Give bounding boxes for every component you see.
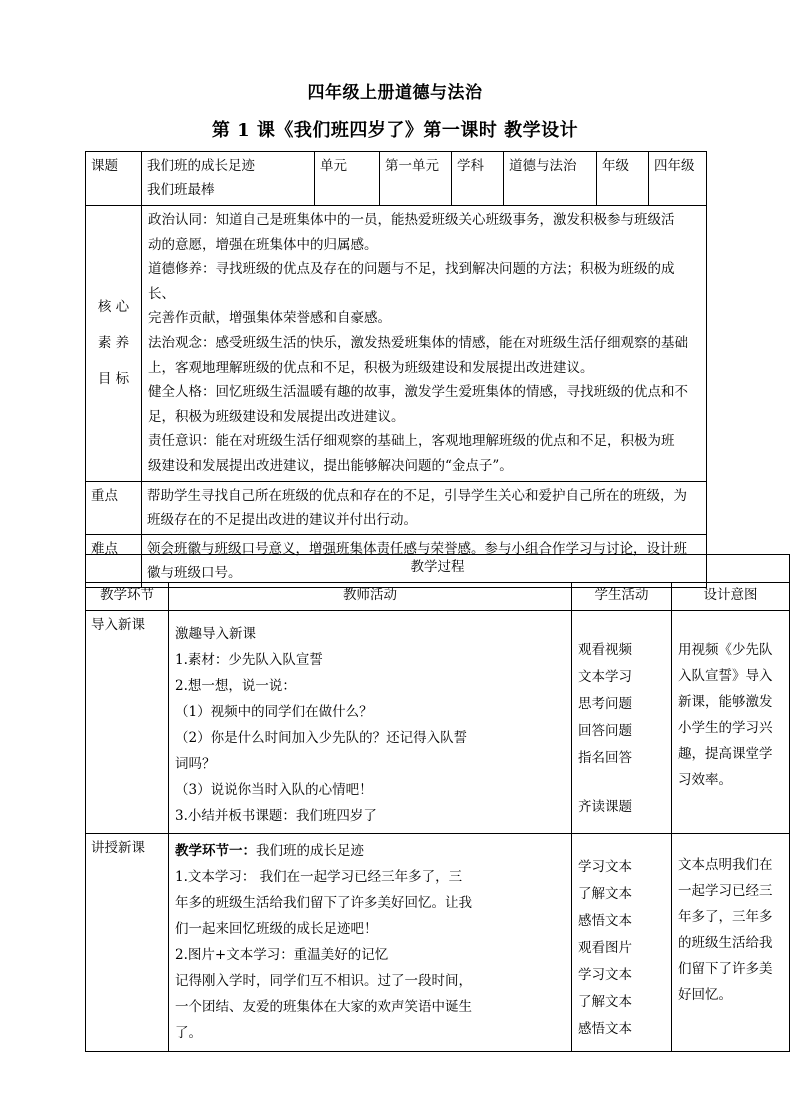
topic-line: 我们班最棒: [147, 182, 215, 198]
teacher-line: 3.小结并板书课题：我们班四岁了: [175, 808, 377, 824]
teacher-line: 们一起来回忆班级的成长足迹吧！: [175, 921, 378, 937]
topic-value: [142, 152, 315, 206]
section-heading-bold: 教学环节一：: [175, 843, 256, 859]
intent-line: 用视频《少先队: [678, 642, 773, 658]
student-line: 指名回答: [578, 750, 632, 766]
goal-line: 健全人格：回忆班级生活温暖有趣的故事，激发学生爱班集体的情感，寻找班级的优点和不: [148, 384, 688, 401]
teacher-line: 词吗？: [175, 756, 216, 772]
intent-line: 入队宣誓》导入: [678, 668, 773, 684]
lecture-teacher-activity: [169, 834, 572, 1052]
core-goals-row: [86, 206, 707, 482]
core-goals-text: [142, 206, 707, 482]
subject-value: 道德与法治: [504, 152, 597, 206]
header-stage: 教学环节: [86, 583, 169, 611]
intent-line: 文本点明我们在: [678, 857, 773, 873]
teacher-line: 2.想一想，说一说：: [175, 678, 296, 694]
intent-line: 好回忆。: [678, 987, 732, 1003]
lesson-info-table: [85, 151, 707, 588]
goal-line: 足，积极为班级建设和发展提出改进建议。: [148, 408, 405, 425]
intent-line: 小学生的学习兴: [678, 720, 773, 736]
key-line: 班级存在的不足提出改进的建议并付出行动。: [147, 511, 417, 528]
intro-stage: 导入新课: [86, 611, 169, 834]
key-line: 帮助学生寻找自己所在班级的优点和存在的不足，引导学生关心和爱护自己所在的班级，为: [147, 487, 687, 504]
difficulty-line: 领会班徽与班级口号意义，增强班集体责任感与荣誉感。参与小组合作学习与讨论，设计班: [147, 540, 687, 557]
key-point-label: 重点: [86, 481, 142, 534]
intent-line: 习效率。: [678, 772, 732, 788]
student-line: 学习文本: [578, 967, 632, 983]
teacher-line: 2.图片+文本学习：重温美好的记忆: [175, 947, 389, 963]
core-label-line: 素 养: [97, 335, 130, 352]
unit-value: 第一单元: [380, 152, 452, 206]
teaching-process-table: [85, 554, 790, 1052]
student-line: 了解文本: [578, 994, 632, 1010]
intro-student-activity: [572, 611, 672, 834]
process-title: 教学过程: [86, 555, 790, 583]
intent-line: 趣，提高课堂学: [678, 746, 773, 762]
goal-line: 政治认同：知道自己是班集体中的一员，能热爱班级关心班级事务，激发积极参与班级活: [148, 212, 675, 228]
teacher-line: 年多的班级生活给我们留下了许多美好回忆。让我: [175, 895, 472, 911]
goal-line: 道德修养：寻找班级的优点及存在的问题与不足，找到解决问题的方法；积极为班级的成长、: [148, 261, 675, 302]
info-row: [86, 152, 707, 206]
core-label-line: 核 心: [97, 299, 130, 316]
teacher-line: 了。: [175, 1025, 202, 1041]
student-line: 文本学习: [578, 669, 632, 685]
goal-line: 法治观念：感受班级生活的快乐，激发热爱班集体的情感，能在对班级生活仔细观察的基础: [148, 334, 688, 351]
subject-label: 学科: [452, 152, 504, 206]
student-line: 感悟文本: [578, 1021, 632, 1037]
intro-row: [86, 611, 790, 834]
process-header-row: [86, 583, 790, 611]
goal-line: 责任意识：能在对班级生活仔细观察的基础上，客观地理解班级的优点和不足，积极为班: [148, 433, 675, 450]
teacher-line: 1.素材：少先队入队宣誓: [175, 652, 323, 668]
intent-line: 新课，能够激发: [678, 694, 773, 710]
teacher-line: （2）你是什么时间加入少先队的？还记得入队誓: [175, 730, 468, 746]
student-line: 齐读课题: [578, 799, 632, 815]
student-line: 回答问题: [578, 723, 632, 739]
unit-label: 单元: [315, 152, 380, 206]
document-subtitle: 第 1 课《我们班四岁了》第一课时 教学设计: [211, 120, 579, 141]
section-heading-rest: 我们班的成长足迹: [256, 843, 364, 859]
key-point-text: [142, 481, 707, 534]
intent-line: 年多了，三年多: [678, 909, 773, 925]
intent-line: 们留下了许多美: [678, 961, 773, 977]
student-line: 思考问题: [578, 696, 632, 712]
grade-value: 四年级: [649, 152, 707, 206]
document-title: 四年级上册道德与法治: [307, 83, 483, 103]
teacher-line: （3）说说你当时入队的心情吧！: [175, 782, 373, 798]
lecture-row: [86, 834, 790, 1052]
goal-line: 级建设和发展提出改进建议，提出能够解决问题的“金点子”。: [148, 457, 513, 474]
core-label-line: 目 标: [97, 371, 130, 388]
lecture-student-activity: [572, 834, 672, 1052]
goal-line: 动的意愿，增强在班集体中的归属感。: [148, 236, 378, 253]
student-line: 观看图片: [578, 940, 632, 956]
header-intent: 设计意图: [672, 583, 790, 611]
goal-line: 完善作贡献，增强集体荣誉感和自豪感。: [148, 310, 391, 327]
grade-label: 年级: [597, 152, 649, 206]
intro-teacher-activity: [169, 611, 572, 834]
lecture-design-intent: [672, 834, 790, 1052]
header-teacher: 教师活动: [169, 583, 572, 611]
teacher-line: 激趣导入新课: [175, 626, 256, 642]
key-point-row: [86, 481, 707, 534]
intro-design-intent: [672, 611, 790, 834]
intent-line: 一起学习已经三: [678, 883, 773, 899]
header-student: 学生活动: [572, 583, 672, 611]
student-line: 观看视频: [578, 642, 632, 658]
topic-label: 课题: [86, 152, 142, 206]
core-goals-label: [86, 206, 142, 482]
intent-line: 的班级生活给我: [678, 935, 773, 951]
teacher-line: 一个团结、友爱的班集体在大家的欢声笑语中诞生: [175, 999, 472, 1015]
student-line: 感悟文本: [578, 913, 632, 929]
difficulty-line: 徽与班级口号。: [147, 564, 242, 581]
teacher-line: 记得刚入学时，同学们互不相识。过了一段时间，: [175, 973, 472, 989]
difficulty-label: 难点: [86, 534, 142, 587]
topic-line: 我们班的成长足迹: [147, 158, 255, 174]
goal-line: 上，客观地理解班级的优点和不足，积极为班级建设和发展提出改进建议。: [148, 359, 594, 376]
student-line: 了解文本: [578, 886, 632, 902]
student-line: 学习文本: [578, 859, 632, 875]
section-heading: [175, 838, 565, 864]
teacher-line: 1.文本学习： 我们在一起学习已经三年多了，三: [175, 869, 463, 885]
teacher-line: （1）视频中的同学们在做什么？: [175, 704, 373, 720]
lecture-stage: 讲授新课: [86, 834, 169, 1052]
